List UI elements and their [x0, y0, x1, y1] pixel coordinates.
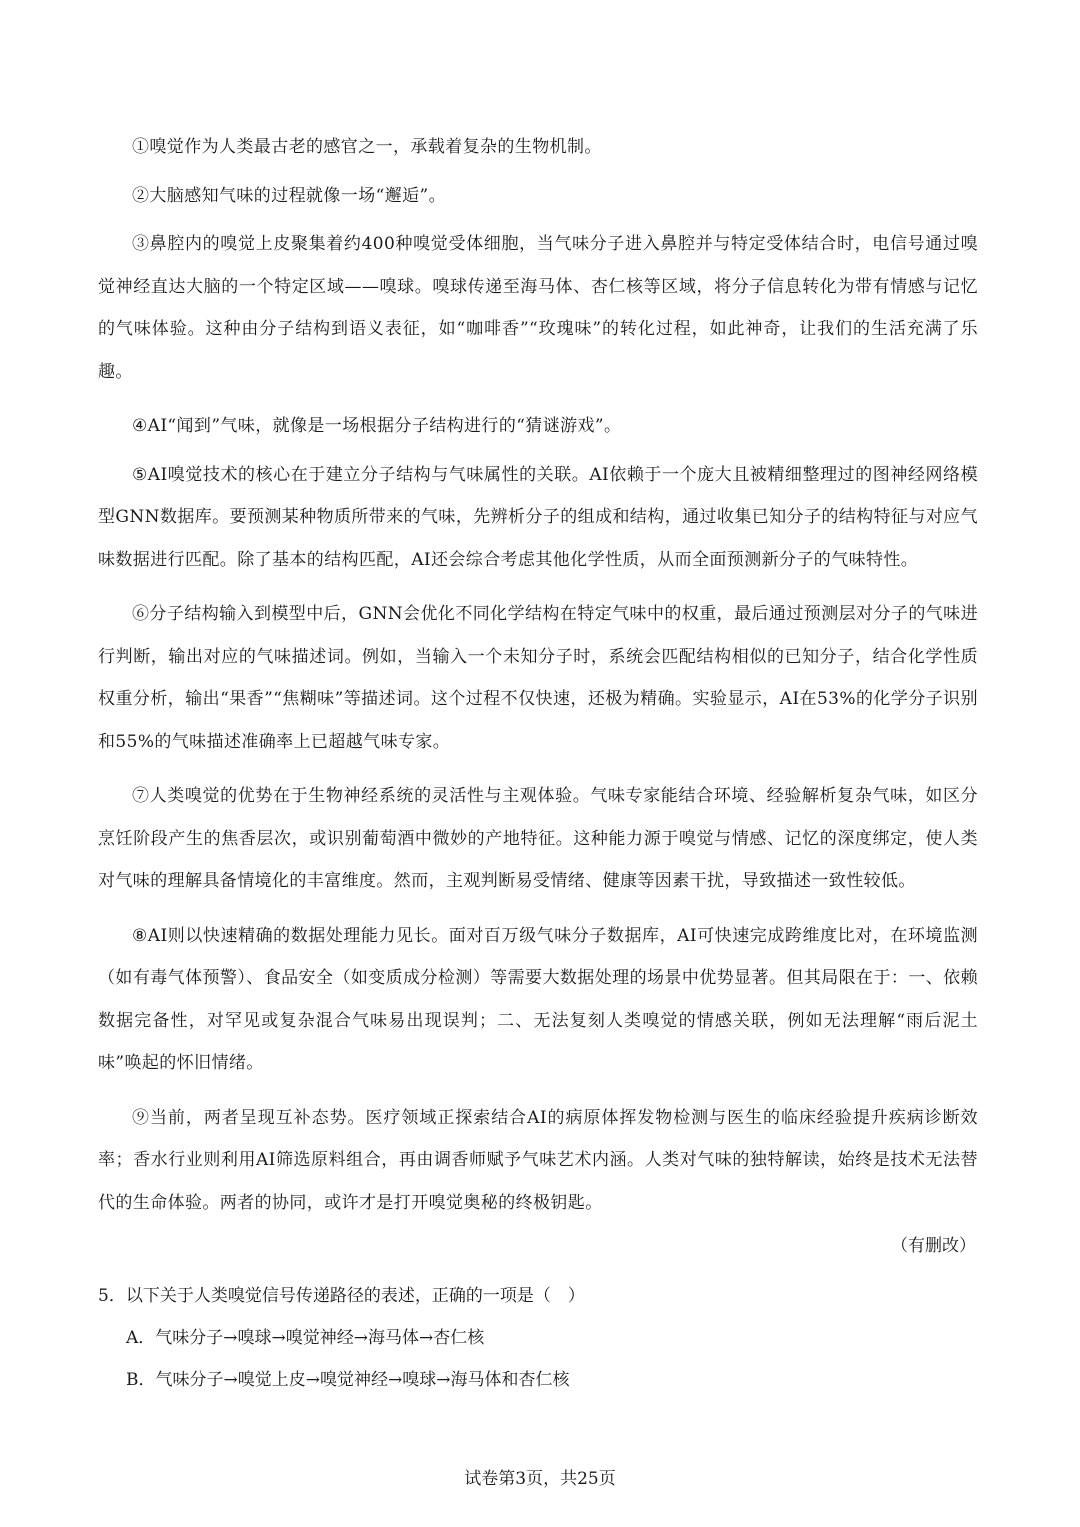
paragraph-1: ①嗅觉作为人类最古老的感官之一，承载着复杂的生物机制。 — [132, 137, 602, 157]
option-b: B．气味分子→嗅觉上皮→嗅觉神经→嗅球→海马体和杏仁核 — [126, 1370, 570, 1390]
paragraph-3: ③鼻腔内的嗅觉上皮聚集着约400种嗅觉受体细胞，当气味分子进入鼻腔并与特定受体结合时，电信号通过嗅觉神经直达大脑的一个特定区域——嗅球。嗅球传递至海马体、杏仁核等区域，将分子信息转化为带有情感与记忆的气味体验。这种由分子结构到语义表征，如“咖啡香”“玫瑰味”的转化过程，如此神奇，让我们的生活充满了乐趣。 — [98, 234, 978, 382]
paragraph-7: ⑦人类嗅觉的优势在于生物神经系统的灵活性与主观体验。气味专家能结合环境、经验解析复杂气味，如区分烹饪阶段产生的焦香层次，或识别葡萄酒中微妙的产地特征。这种能力源于嗅觉与情感、记忆的深度绑定，使人类对气味的理解具备情境化的丰富维度。然而，主观判断易受情绪、健康等因素干扰，导致描述一致性较低。 — [98, 786, 978, 891]
reading-passage — [98, 126, 978, 1236]
paragraph-9: ⑨当前，两者呈现互补态势。医疗领域正探索结合AI的病原体挥发物检测与医生的临床经验提升疾病诊断效率；香水行业则利用AI筛选原料组合，再由调香师赋予气味艺术内涵。人类对气味的独特解读，始终是技术无法替代的生命体验。两者的协同，或许才是打开嗅觉奥秘的终极钥匙。 — [98, 1107, 978, 1213]
paragraph-2: ②大脑感知气味的过程就像一场“邂逅”。 — [132, 185, 446, 206]
paragraph-8: ⑧AI则以快速精确的数据处理能力见长。面对百万级气味分子数据库，AI可快速完成跨维度比对，在环境监测（如有毒气体预警）、食品安全（如变质成分检测）等需要大数据处理的场景中优势显著。但其局限在于：一、依赖数据完备性，对罕见或复杂混合气味易出现误判；二、无法复刻人类嗅觉的情感关联，例如无法理解“雨后泥土味”唤起的怀旧情绪。 — [98, 925, 978, 1073]
page-footer: 试卷第3页，共25页 — [464, 1469, 616, 1489]
edited-note: （有删改） — [891, 1236, 976, 1256]
paragraph-6: ⑥分子结构输入到模型中后，GNN会优化不同化学结构在特定气味中的权重，最后通过预测层对分子的气味进行判断，输出对应的气味描述词。例如，当输入一个未知分子时，系统会匹配结构相似的已知分子，结合化学性质权重分析，输出“果香”“焦糊味”等描述词。这个过程不仅快速，还极为精确。实验显示，AI在53%的化学分子识别和55%的气味描述准确率上已超越气味专家。 — [98, 604, 978, 752]
option-a: A．气味分子→嗅球→嗅觉神经→海马体→杏仁核 — [126, 1328, 485, 1348]
paragraph-5: ⑤AI嗅觉技术的核心在于建立分子结构与气味属性的关联。AI依赖于一个庞大且被精细整理过的图神经网络模型GNN数据库。要预测某种物质所带来的气味，先辨析分子的组成和结构，通过收集已知分子的结构特征与对应气味数据进行匹配。除了基本的结构匹配，AI还会综合考虑其他化学性质，从而全面预测新分子的气味特性。 — [98, 464, 978, 570]
question-stem: 5．以下关于人类嗅觉信号传递路径的表述，正确的一项是（ ） — [98, 1286, 585, 1306]
paragraph-4: ④AI“闻到”气味，就像是一场根据分子结构进行的“猜谜游戏”。 — [132, 416, 622, 436]
question-5 — [98, 1275, 978, 1401]
